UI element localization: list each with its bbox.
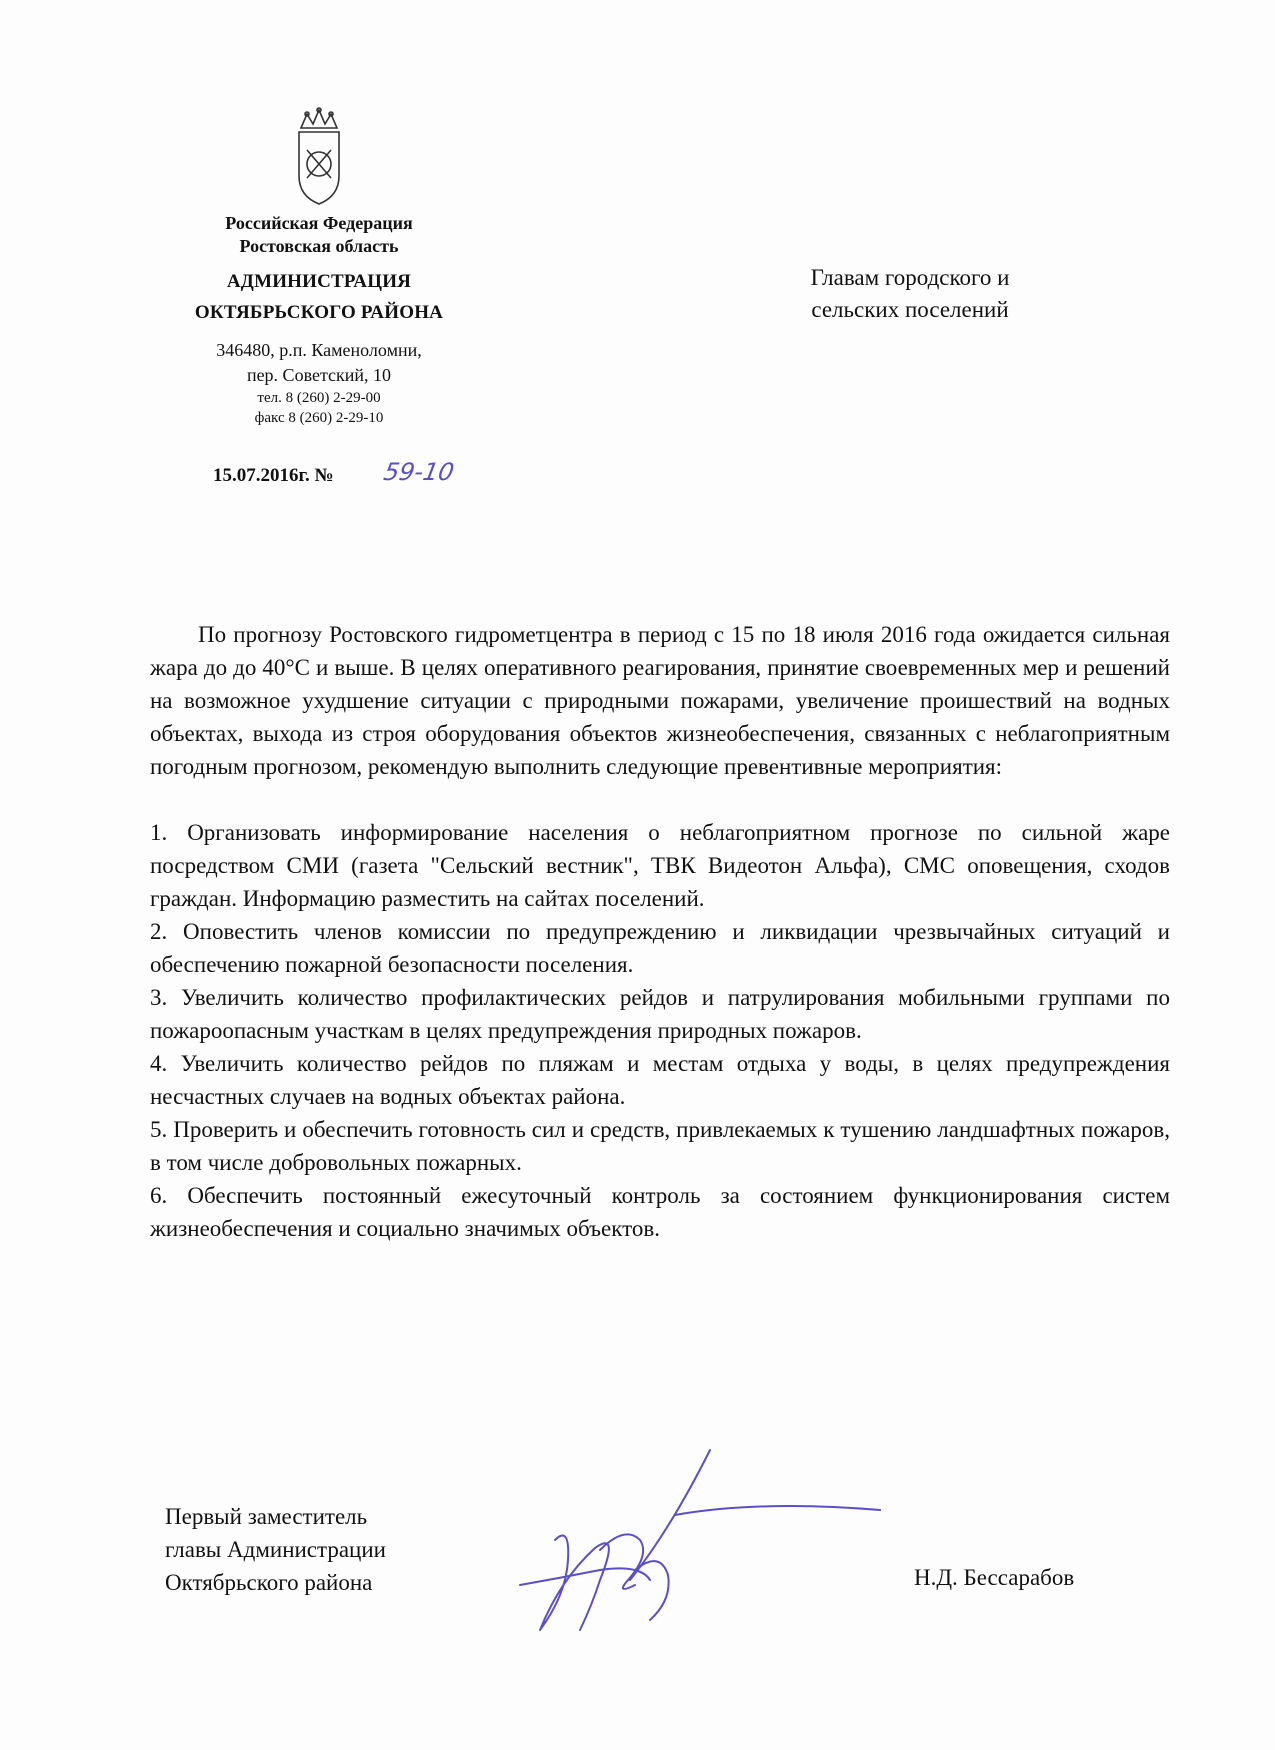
fax-number: факс 8 (260) 2-29-10 <box>254 410 384 426</box>
letter-body <box>150 618 1170 1245</box>
address-line2: пер. Советский, 10 <box>246 365 392 385</box>
address-line1: 346480, р.п. Каменоломни, <box>216 340 422 360</box>
signer-title-line3: Октябрьского района <box>165 1570 373 1595</box>
country-name: Российская Федерация <box>225 213 413 233</box>
signer-name: Н.Д. Бессарабов <box>914 1565 1075 1590</box>
recipient-line2: сельских поселений <box>811 297 1009 322</box>
org-name-line2: ОКТЯБРЬСКОГО РАЙОНА <box>194 302 444 323</box>
region-name: Ростовская область <box>239 236 399 256</box>
recipient-block <box>740 262 1080 326</box>
list-item: 6. Обеспечить постоянный ежесуточный контроль за состоянием функционирования систем жизнеобеспечения и социально значимых объектов. <box>150 1183 1170 1241</box>
document-number: 59-10 <box>381 458 457 486</box>
org-name-line1: АДМИНИСТРАЦИЯ <box>226 271 412 292</box>
list-item: 1. Организовать информирование населения о неблагоприятном прогнозе по сильной жаре посредством СМИ (газета "Сельский вестник", ТВК Видеотон Альфа), СМС оповещения, сходов граждан. Информацию разместить на сайтах поселений. <box>150 820 1170 911</box>
list-item: 2. Оповестить членов комиссии по предупреждению и ликвидации чрезвычайных ситуаций и обеспечению пожарной безопасности поселения. <box>150 919 1170 977</box>
signer-title-line1: Первый заместитель <box>165 1504 368 1529</box>
phone-number: тел. 8 (260) 2-29-00 <box>257 390 381 406</box>
sender-header <box>140 212 498 428</box>
list-item: 4. Увеличить количество рейдов по пляжам и местам отдыха у воды, в целях предупреждения несчастных случаев на водных объектах района. <box>150 1051 1170 1109</box>
list-item: 5. Проверить и обеспечить готовность сил и средств, привлекаемых к тушению ландшафтных пожаров, в том числе добровольных пожарных. <box>150 1117 1170 1175</box>
recipient-line1: Главам городского и <box>810 265 1010 290</box>
signer-title-line2: главы Администрации <box>165 1537 386 1562</box>
signer-position <box>165 1500 386 1599</box>
intro-paragraph: По прогнозу Ростовского гидрометцентра в период с 15 по 18 июля 2016 года ожидается сильная жара до до 40°С и выше. В целях оперативного реагирования, принятие своевременных мер и решений на возможное ухудшение ситуации с природными пожарами, увеличение проишествий на водных объектах, выхода из строя оборудования объектов жизнеобеспечения, связанных с неблагоприятным погодным прогнозом, рекомендую выполнить следующие превентивные мероприятия: <box>150 622 1170 779</box>
document-date: 15.07.2016г. № <box>213 465 334 486</box>
list-item: 3. Увеличить количество профилактических рейдов и патрулирования мобильными группами по пожароопасным участкам в целях предупреждения природных пожаров. <box>150 985 1170 1043</box>
handwritten-signature <box>500 1430 890 1660</box>
coat-of-arms-icon <box>289 106 349 206</box>
